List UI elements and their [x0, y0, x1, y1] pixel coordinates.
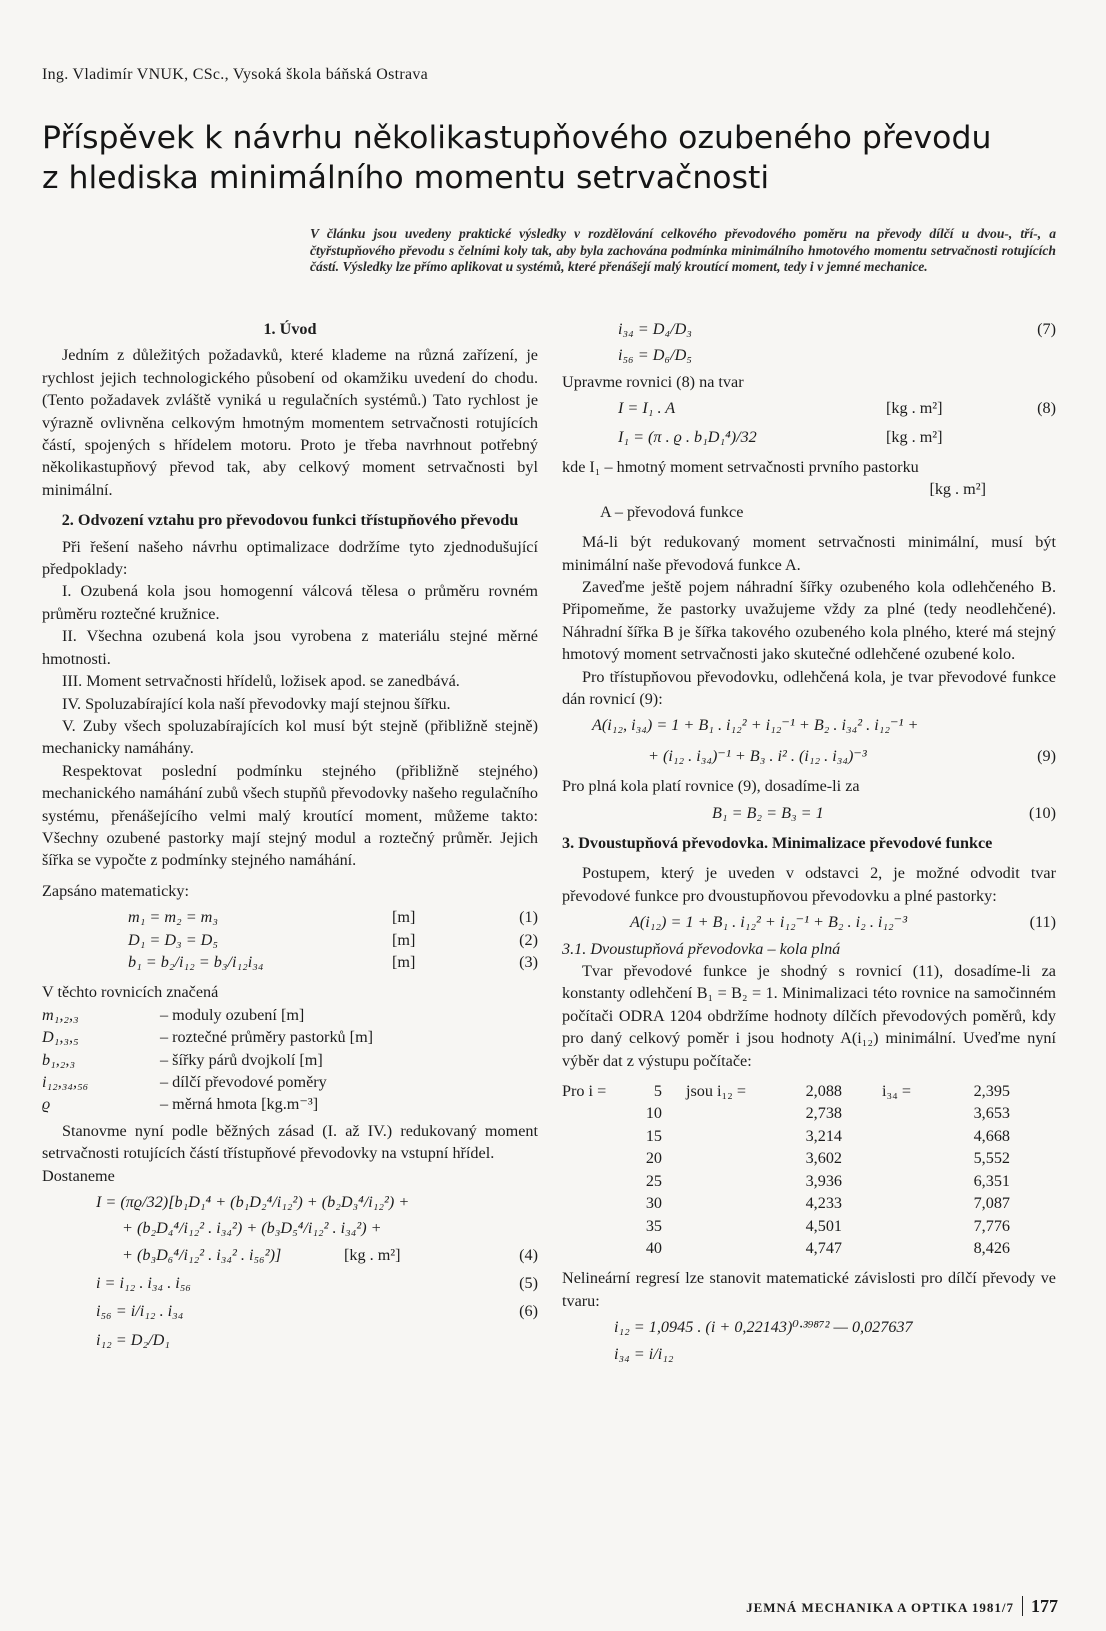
table-cell: 4,501	[805, 1216, 842, 1235]
equation-text: b₁ = b₂/i₁₂ = b₃/i₁₂i₃₄	[128, 952, 264, 971]
variable-description: – moduly ozubení [m]	[160, 1005, 305, 1024]
table-cell: 20	[645, 1149, 662, 1168]
table-cell: 6,351	[973, 1171, 1010, 1190]
equation-8a	[562, 397, 1056, 419]
paragraph: Tvar převodové funkce je shodný s rovnicí (11), dosadíme-li za konstanty odlehčení B₁ = B₂ = 1. Minimalizaci této rovnice na samočinném počítači ODRA 1204 obdržíme hodnoty dílčích převodových poměrů, kdy pro daný celkový poměr i jsou hodnoty A(i₁₂) minimální. Uveďme nyní výběr dat z výstupu počítače:	[562, 962, 1056, 1070]
equation-2	[42, 929, 538, 951]
definition: kde I₁ – hmotný moment setrvačnosti prvního pastorku	[562, 457, 919, 476]
variable-row	[42, 1004, 538, 1026]
table-cell: 25	[645, 1171, 662, 1190]
assumption-item: V. Zuby všech spoluzabírajících kol musí být stejně (přibližně stejně) mechanicky namáhány.	[42, 716, 538, 758]
equation-6	[42, 1300, 538, 1322]
table-row	[562, 1170, 1010, 1192]
variable-symbol: b₁,₂,₃	[42, 1050, 76, 1069]
equation-4-line-1	[42, 1191, 538, 1213]
journal-name: JEMNÁ MECHANIKA A OPTIKA 1981/7	[746, 1600, 1014, 1615]
equation-9-line-2	[562, 745, 1056, 767]
paragraph: V těchto rovnicích značená	[42, 983, 219, 1002]
right-column	[562, 318, 1056, 1365]
table-cell: 3,214	[805, 1126, 842, 1145]
equation-text: + (b₃D₆⁴/i₁₂² . i₃₄² . i₅₆²)]	[122, 1245, 282, 1264]
section-2-heading: 2. Odvození vztahu pro převodovou funkci třístupňového převodu	[61, 511, 519, 530]
table-label: i₃₄ =	[882, 1082, 911, 1101]
equation-text: i₅₆ = D₆/D₅	[618, 346, 692, 365]
table-cell: 5	[653, 1082, 662, 1101]
equation-4-line-2	[42, 1217, 538, 1239]
equation-8b	[562, 426, 1056, 448]
equation-1	[42, 906, 538, 928]
subsection-3-1-heading: 3.1. Dvoustupňová převodovka – kola plná	[562, 939, 841, 958]
table-label: Pro i =	[562, 1082, 607, 1101]
equation-text: i₁₂ = 1,0945 . (i + 0,22143)⁰·³⁹⁸⁷² — 0,027637	[614, 1318, 913, 1337]
table-cell: 35	[645, 1216, 662, 1235]
equation-11	[562, 911, 1056, 933]
equation-text: A(i₁₂) = 1 + B₁ . i₁₂² + i₁₂⁻¹ + B₂ . i₂ . i₁₂⁻³	[630, 913, 908, 932]
equation-5	[42, 1272, 538, 1294]
equation-text: i = i₁₂ . i₃₄ . i₅₆	[96, 1274, 192, 1293]
variable-description: – šířky párů dvojkolí [m]	[160, 1050, 323, 1069]
equation-number: (5)	[519, 1274, 538, 1293]
table-cell: 4,747	[805, 1238, 842, 1257]
paragraph: Postupem, který je uveden v odstavci 2, je možné odvodit tvar převodové funkce pro dvoustupňovou převodovku a plné pastorky:	[562, 864, 1056, 905]
equation-number: (4)	[519, 1245, 538, 1264]
table-cell: 4,233	[805, 1194, 842, 1213]
paragraph: Má-li být redukovaný moment setrvačnosti minimální, musí být minimální naše převodová funkce A.	[562, 533, 1056, 574]
assumption-item: II. Všechna ozubená kola jsou vyrobena z materiálu stejné měrné hmotnosti.	[42, 627, 538, 668]
equation-text: i₃₄ = i/i₁₂	[614, 1344, 674, 1363]
equation-number: (2)	[519, 930, 538, 949]
variable-description: – dílčí převodové poměry	[160, 1072, 327, 1091]
equation-text: B₁ = B₂ = B₃ = 1	[712, 803, 824, 822]
variable-list	[42, 1004, 538, 1116]
paragraph: Pro třístupňovou převodovku, odlehčená kola, je tvar převodové funkce dán rovnicí (9):	[562, 667, 1056, 709]
assumption-item: III. Moment setrvačnosti hřídelů, ložisek apod. se zanedbává.	[62, 672, 460, 691]
equation-unit: [m]	[392, 930, 416, 949]
equation-9-line-1	[562, 714, 1056, 736]
variable-row	[42, 1049, 538, 1071]
equation-unit: [kg . m²]	[886, 427, 943, 446]
paragraph: Při řešení našeho návrhu optimalizace dodržíme tyto zjednodušující předpoklady:	[42, 537, 538, 579]
table-row	[562, 1215, 1010, 1237]
table-cell: 2,088	[805, 1082, 842, 1101]
table-row	[562, 1080, 1010, 1102]
variable-symbol: D₁,₃,₅	[42, 1028, 79, 1047]
definition-unit: [kg . m²]	[929, 480, 986, 499]
variable-description: – roztečné průměry pastorků [m]	[160, 1028, 374, 1047]
equation-unit: [m]	[392, 908, 416, 927]
equation-number: (3)	[519, 952, 538, 971]
table-cell: 7,776	[973, 1216, 1010, 1235]
title-line-2: z hlediska minimálního momentu setrvačnosti	[42, 160, 770, 196]
equation-text: i₅₆ = i/i₁₂ . i₃₄	[96, 1302, 184, 1321]
variable-symbol: ϱ	[42, 1095, 51, 1114]
table-row	[562, 1125, 1010, 1147]
left-column	[42, 318, 538, 1351]
table-row	[562, 1102, 1010, 1124]
paragraph: Respektovat poslední podmínku stejného (přibližně stejného) mechanického namáhání zubů všech stupňů převodovky našeho regulačního systému, přenášejícího velmi malý kroutící moment, můžeme takto: Všechny ozubené pastorky mají stejný modul a roztečný průměr. Jejich šířka se vypočte z podmínky stejného namáhání.	[42, 761, 538, 870]
equation-text: A(i₁₂, i₃₄) = 1 + B₁ . i₁₂² + i₁₂⁻¹ + B₂ . i₃₄² . i₁₂⁻¹ +	[592, 716, 919, 735]
table-cell: 2,395	[973, 1082, 1010, 1101]
equation-text: i₃₄ = D₄/D₃	[618, 320, 692, 338]
equation-3	[42, 951, 538, 973]
equation-number: (9)	[1037, 746, 1056, 765]
title-line-1: Příspěvek k návrhu několikastupňového ozubeného převodu	[42, 120, 992, 156]
variable-description: – měrná hmota [kg.m⁻³]	[160, 1095, 319, 1114]
paragraph: Stanovme nyní podle běžných zásad (I. až IV.) redukovaný moment setrvačnosti rotujících částí třístupňové převodovky na vstupní hřídel.	[42, 1121, 538, 1163]
table-cell: 15	[645, 1126, 662, 1145]
paragraph: Pro plná kola platí rovnice (9), dosadíme-li za	[562, 777, 860, 796]
equation-10	[562, 802, 1056, 824]
equation-number: (11)	[1029, 913, 1056, 932]
paragraph: Nelineární regresí lze stanovit matematické závislosti pro dílčí převody ve tvaru:	[562, 1269, 1056, 1310]
equation-13	[562, 1343, 1056, 1365]
table-cell: 7,087	[973, 1194, 1010, 1213]
equation-text: I = I₁ . A	[618, 399, 676, 418]
equation-text: I = (πϱ/32)[b₁D₁⁴ + (b₁D₂⁴/i₁₂²) + (b₂D₃⁴/i₁₂²) +	[96, 1192, 410, 1211]
equation-text: I₁ = (π . ϱ . b₁D₁⁴)/32	[618, 427, 757, 446]
variable-row	[42, 1026, 538, 1048]
equation-text: D₁ = D₃ = D₅	[128, 930, 218, 949]
section-1-heading: 1. Úvod	[263, 320, 317, 338]
equation-number: (6)	[519, 1302, 538, 1321]
variable-symbol: i₁₂,₃₄,₅₆	[42, 1072, 89, 1091]
equation-number: (10)	[1029, 803, 1056, 822]
table-cell: 8,426	[973, 1238, 1010, 1257]
equation-number: (1)	[519, 908, 538, 927]
author-line: Ing. Vladimír VNUK, CSc., Vysoká škola báňská Ostrava	[42, 66, 429, 83]
equation-unit: [m]	[392, 952, 416, 971]
table-cell: 4,668	[973, 1126, 1010, 1145]
table-row	[562, 1237, 1010, 1259]
variable-row	[42, 1093, 538, 1115]
equation-text: + (b₂D₄⁴/i₁₂² . i₃₄²) + (b₃D₅⁴/i₁₂² . i₃₄²) +	[122, 1219, 382, 1238]
page-footer	[746, 1596, 1058, 1617]
section-3-heading: 3. Dvoustupňová převodovka. Minimalizace převodové funkce	[562, 834, 993, 853]
definition: A – převodová funkce	[600, 502, 744, 521]
equation-6b	[42, 1329, 538, 1351]
paragraph: Upravme rovnici (8) na tvar	[562, 372, 744, 391]
equation-number: (7)	[1037, 320, 1056, 338]
results-table	[562, 1080, 1010, 1259]
paragraph: Zapsáno matematicky:	[42, 881, 189, 900]
equation-number: (8)	[1037, 399, 1056, 418]
table-cell: 40	[645, 1238, 662, 1257]
article-title	[42, 118, 1082, 198]
paragraph: Jedním z důležitých požadavků, které klademe na různá zařízení, je rychlost jejich technologického působení od okamžiku uvedení do chodu. (Tento požadavek zvláště vyniká u regulačních systémů.) Tato rychlost je výrazně ovlivněna celkovým hmotným momentem setrvačnosti rotujících částí, spojených s hřídelem motoru. Proto je třeba navrhnout potřebný několikastupňový převod tak, aby celkový moment setrvačnosti byl minimální.	[42, 346, 538, 499]
table-cell: 10	[645, 1104, 662, 1123]
table-cell: 2,738	[805, 1104, 842, 1123]
table-cell: 3,936	[805, 1171, 842, 1190]
assumption-item: I. Ozubená kola jsou homogenní válcová tělesa o průměru rovném průměru roztečné kružnice.	[42, 582, 538, 623]
abstract: V článku jsou uvedeny praktické výsledky v rozdělování celkového převodového poměru na převody dílčí u dvou-, tří-, a čtyřstupňového převodu s čelními koly tak, aby byla zachována podmínka minimálního hmotového momentu setrvačnosti rotujících částí. Výsledky lze přímo aplikovat u systémů, které přenášejí malý kroutící moment, tedy i v jemné mechanice.	[310, 226, 1056, 274]
equation-12	[562, 1316, 1056, 1338]
assumption-item: IV. Spoluzabírající kola naší převodovky mají stejnou šířku.	[62, 694, 451, 713]
table-cell: 5,552	[973, 1149, 1010, 1168]
equation-7b	[562, 344, 1056, 366]
equation-unit: [kg . m²]	[886, 399, 943, 418]
equation-text: + (i₁₂ . i₃₄)⁻¹ + B₃ . i² . (i₁₂ . i₃₄)⁻³	[648, 746, 867, 765]
table-row	[562, 1147, 1010, 1169]
table-row	[562, 1192, 1010, 1214]
equation-7a	[562, 318, 1056, 340]
paragraph: Dostaneme	[42, 1166, 115, 1185]
paragraph: Zaveďme ještě pojem náhradní šířky ozubeného kola odlehčeného B. Připomeňme, že pastorky uvažujeme vždy za plné (tedy neodlehčené). Náhradní šířka B je šířka takového ozubeného kola plného, které má stejný hmotový moment setrvačnosti jako skutečné odlehčené ozubené kolo.	[562, 578, 1056, 664]
table-cell: 3,602	[805, 1149, 842, 1168]
variable-symbol: m₁,₂,₃	[42, 1005, 79, 1024]
page-number: 177	[1022, 1596, 1058, 1616]
equation-text: i₁₂ = D₂/D₁	[96, 1330, 170, 1349]
table-cell: 30	[645, 1194, 662, 1213]
table-label: jsou i₁₂ =	[686, 1082, 746, 1101]
equation-4-line-3	[42, 1244, 538, 1266]
equation-unit: [kg . m²]	[344, 1245, 401, 1264]
equation-text: m₁ = m₂ = m₃	[128, 908, 218, 927]
variable-row	[42, 1071, 538, 1093]
table-cell: 3,653	[973, 1104, 1010, 1123]
